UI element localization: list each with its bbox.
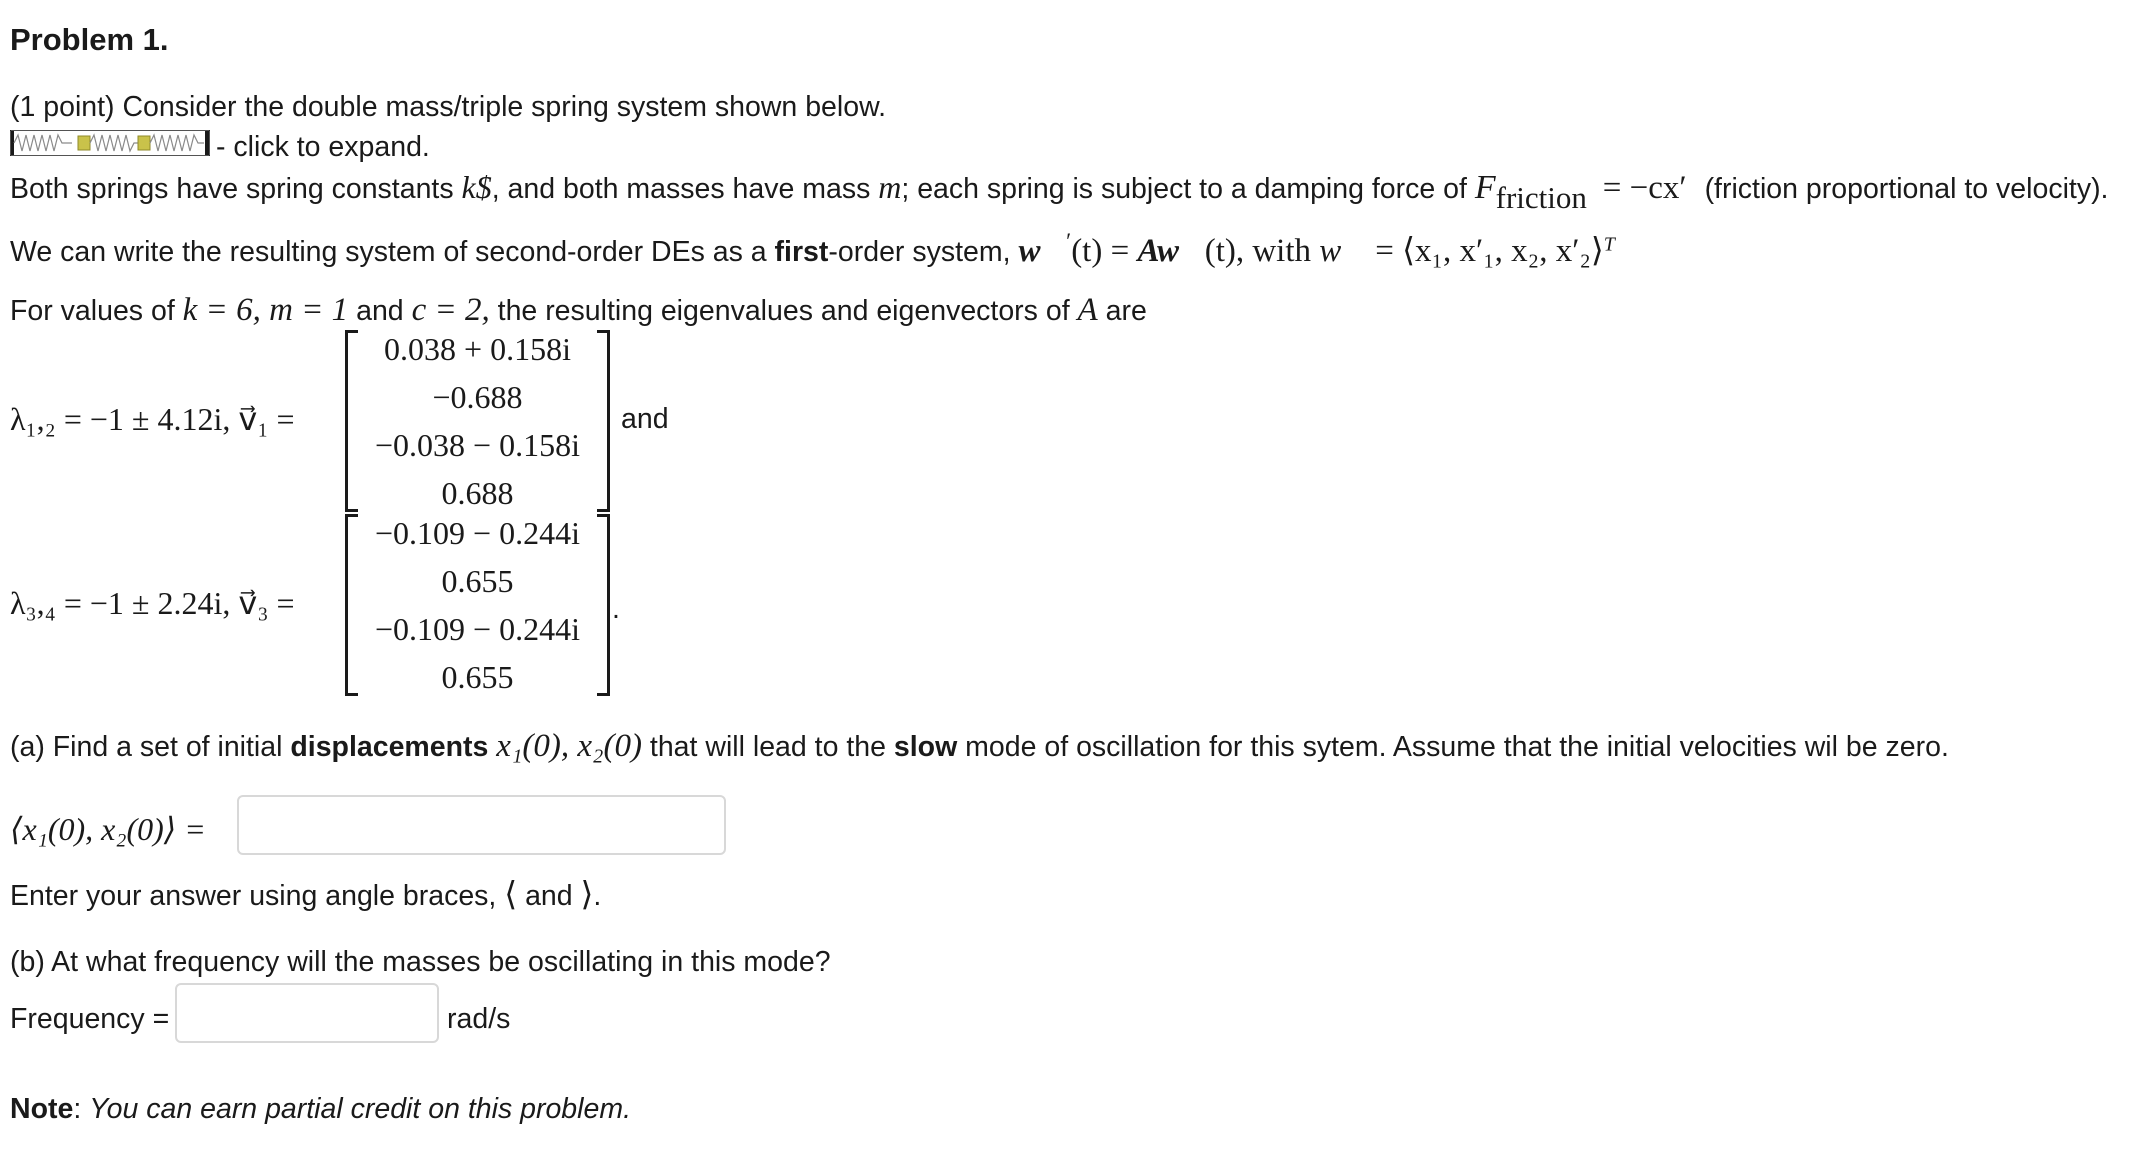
lambda-3-4-label: λ₃,₄ = −1 ± 2.24i, v⃗₃ =: [10, 585, 295, 621]
v3-entry-3: −0.109 − 0.244i: [375, 611, 580, 647]
frequency-label: Frequency =: [10, 1003, 170, 1035]
eigenvector-v1: [345, 330, 610, 512]
spring-3: [150, 135, 204, 151]
mass-2: [138, 136, 150, 150]
v1-entry-3: −0.038 − 0.158i: [375, 427, 580, 463]
left-wall: [11, 131, 14, 155]
right-wall: [205, 131, 209, 155]
spring-system-thumbnail[interactable]: [10, 130, 210, 156]
period-text: .: [612, 593, 620, 625]
system-description: We can write the resulting system of second-order DEs as a first-order system, w⃗′(t) = Aw⃗(t), with w⃗ = ⟨x₁, x′₁, x₂, x′₂⟩$^T$: [10, 228, 1615, 269]
v3-entry-4: 0.655: [441, 659, 514, 695]
mass-1: [78, 136, 90, 150]
problem-intro: (1 point) Consider the double mass/triple spring system shown below.: [10, 91, 887, 123]
v3-entry-2: 0.655: [441, 563, 514, 599]
eigenvector-v3: [345, 514, 610, 696]
partial-credit-note: Note: You can earn partial credit on this problem.: [10, 1093, 631, 1125]
spring-1: [14, 135, 72, 151]
part-a-label: ⟨x₁(0), x₂(0)⟩ =: [10, 811, 206, 847]
frequency-answer-input[interactable]: [175, 983, 439, 1043]
v1-entry-1: 0.038 + 0.158i: [384, 331, 571, 367]
v1-entry-2: −0.688: [432, 379, 523, 415]
spring-2: [90, 135, 140, 151]
click-to-expand-text: - click to expand.: [216, 131, 430, 163]
part-a-question: (a) Find a set of initial displacements x₁(0), x₂(0) that will lead to the slow mode of oscillation for this sytem. Assume that the initial velocities wil be zero.: [10, 728, 1949, 764]
v3-entry-1: −0.109 − 0.244i: [375, 515, 580, 551]
springs-description: Both springs have spring constants k$, and both masses have mass m; each spring is subject to a damping force of Ffriction = −cx′ (friction proportional to velocity).: [10, 169, 2109, 215]
problem-title: Problem 1.: [10, 22, 169, 57]
and-text: and: [621, 403, 669, 435]
parameter-values: For values of k = 6, m = 1 and c = 2, the resulting eigenvalues and eigenvectors of A are: [10, 292, 1147, 328]
lambda-1-2-label: λ₁,₂ = −1 ± 4.12i, v⃗₁ =: [10, 401, 295, 437]
part-a-hint: Enter your answer using angle braces, ⟨ and ⟩.: [10, 877, 602, 913]
part-a-answer-input[interactable]: [237, 795, 726, 855]
frequency-unit: rad/s: [447, 1003, 511, 1035]
v1-entry-4: 0.688: [441, 475, 514, 511]
part-b-question: (b) At what frequency will the masses be oscillating in this mode?: [10, 946, 831, 978]
